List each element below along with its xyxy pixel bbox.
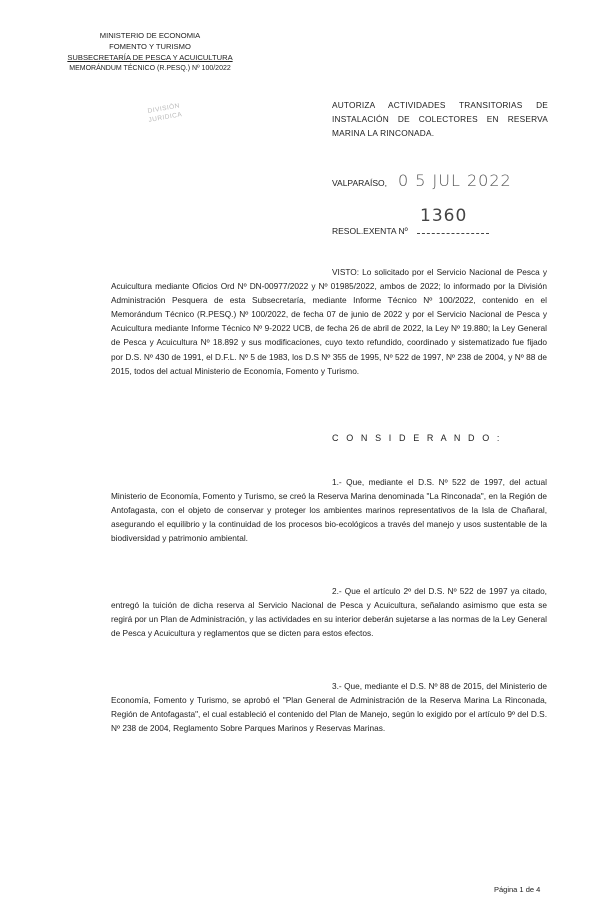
resolution-number: 1360 xyxy=(420,206,468,226)
date-stamp: 0 5 JUL 2022 xyxy=(398,171,512,190)
considerando-3-text: 3.- Que, mediante el D.S. Nº 88 de 2015, del Ministerio de Economía, Fomento y Turismo, se aprobó el "Plan General de Administración de la Reserva Marina La Rinconada, Región de Antofagasta", el cual estableció el contenido del Plan de Manejo, según lo exigido por el artículo 9º del D.S. Nº 238 de 2004, Reglamento Sobre Parques Marinos y Reservas Marinas. xyxy=(111,681,547,734)
letterhead-subsecretaria: SUBSECRETARÍA DE PESCA Y ACUICULTURA xyxy=(67,53,233,62)
letterhead-ministry-sub: FOMENTO Y TURISMO xyxy=(109,42,191,51)
page-number: Página 1 de 4 xyxy=(494,885,541,894)
considerando-2-text: 2.- Que el artículo 2º del D.S. Nº 522 de 1997 ya citado, entregó la tuición de dicha reserva al Servicio Nacional de Pesca y Acuicultura, señalando asimismo que esta se regirá por un Plan de Administración, y las actividades en su interior deberán sujetarse a las normas de la Ley General de Pesca y Acuicultura y reglamentos que se dicten para estos efectos. xyxy=(111,586,547,639)
letterhead xyxy=(50,30,250,74)
letterhead-memo: MEMORÁNDUM TÉCNICO (R.PESQ.) Nº 100/2022 xyxy=(69,65,231,72)
resolution-subject: AUTORIZA ACTIVIDADES TRANSITORIAS DE INSTALACIÓN DE COLECTORES EN RESERVA MARINA LA RINCONADA. xyxy=(332,100,548,138)
considerando-heading: C O N S I D E R A N D O : xyxy=(332,433,503,443)
stamp-line-1: DIVISIÓN xyxy=(147,102,181,115)
considerando-2 xyxy=(111,584,547,640)
resolution-label: RESOL.EXENTA Nº xyxy=(332,226,408,236)
visto-paragraph xyxy=(111,265,547,378)
letterhead-ministry: MINISTERIO DE ECONOMIA xyxy=(99,31,201,40)
place-label: VALPARAÍSO, xyxy=(332,178,387,188)
stamp-line-2: JURIDICA xyxy=(148,111,183,124)
considerando-1 xyxy=(111,475,547,545)
visto-text: VISTO: Lo solicitado por el Servicio Nacional de Pesca y Acuicultura mediante Oficios Ord Nº DN-00977/2022 y Nº 01985/2022, ambos de 2022; lo informado por la División Administración Pesquera de esta Subsecretaría, mediante Informe Técnico Nº 100/2022, contenido en el Memorándum Técnico (R.PESQ.) Nº 100/2022, de fecha 07 de junio de 2022 y por el Servicio Nacional de Pesca y Acuicultura mediante Informe Técnico Nº 9-2022 UCB, de fecha 26 de abril de 2022, la Ley Nº 19.880; la Ley General de Pesca y Acuicultura Nº 18.892 y sus modificaciones, cuyo texto refundido, coordinado y sistematizado fue fijado por D.S. Nº 430 de 1991, el D.F.L. Nº 5 de 1983, los D.S Nº 355 de 1995, Nº 522 de 1997, Nº 238 de 2004, y Nº 88 de 2015, todos del actual Ministerio de Economía, Fomento y Turismo. xyxy=(111,267,547,376)
considerando-3 xyxy=(111,679,547,735)
resolution-number-line xyxy=(417,233,489,234)
considerando-1-text: 1.- Que, mediante el D.S. Nº 522 de 1997, del actual Ministerio de Economía, Fomento y Turismo, se creó la Reserva Marina denominada "La Rinconada", en la Región de Antofagasta, con el objeto de conservar y proteger los ambientes marinos representativos de la Isla de Chañaral, asegurando el equilibrio y la continuidad de los procesos bio-ecológicos a través del manejo y usos sustentable de la biodiversidad y patrimonio ambiental. xyxy=(111,477,547,544)
division-juridica-stamp xyxy=(133,99,200,143)
